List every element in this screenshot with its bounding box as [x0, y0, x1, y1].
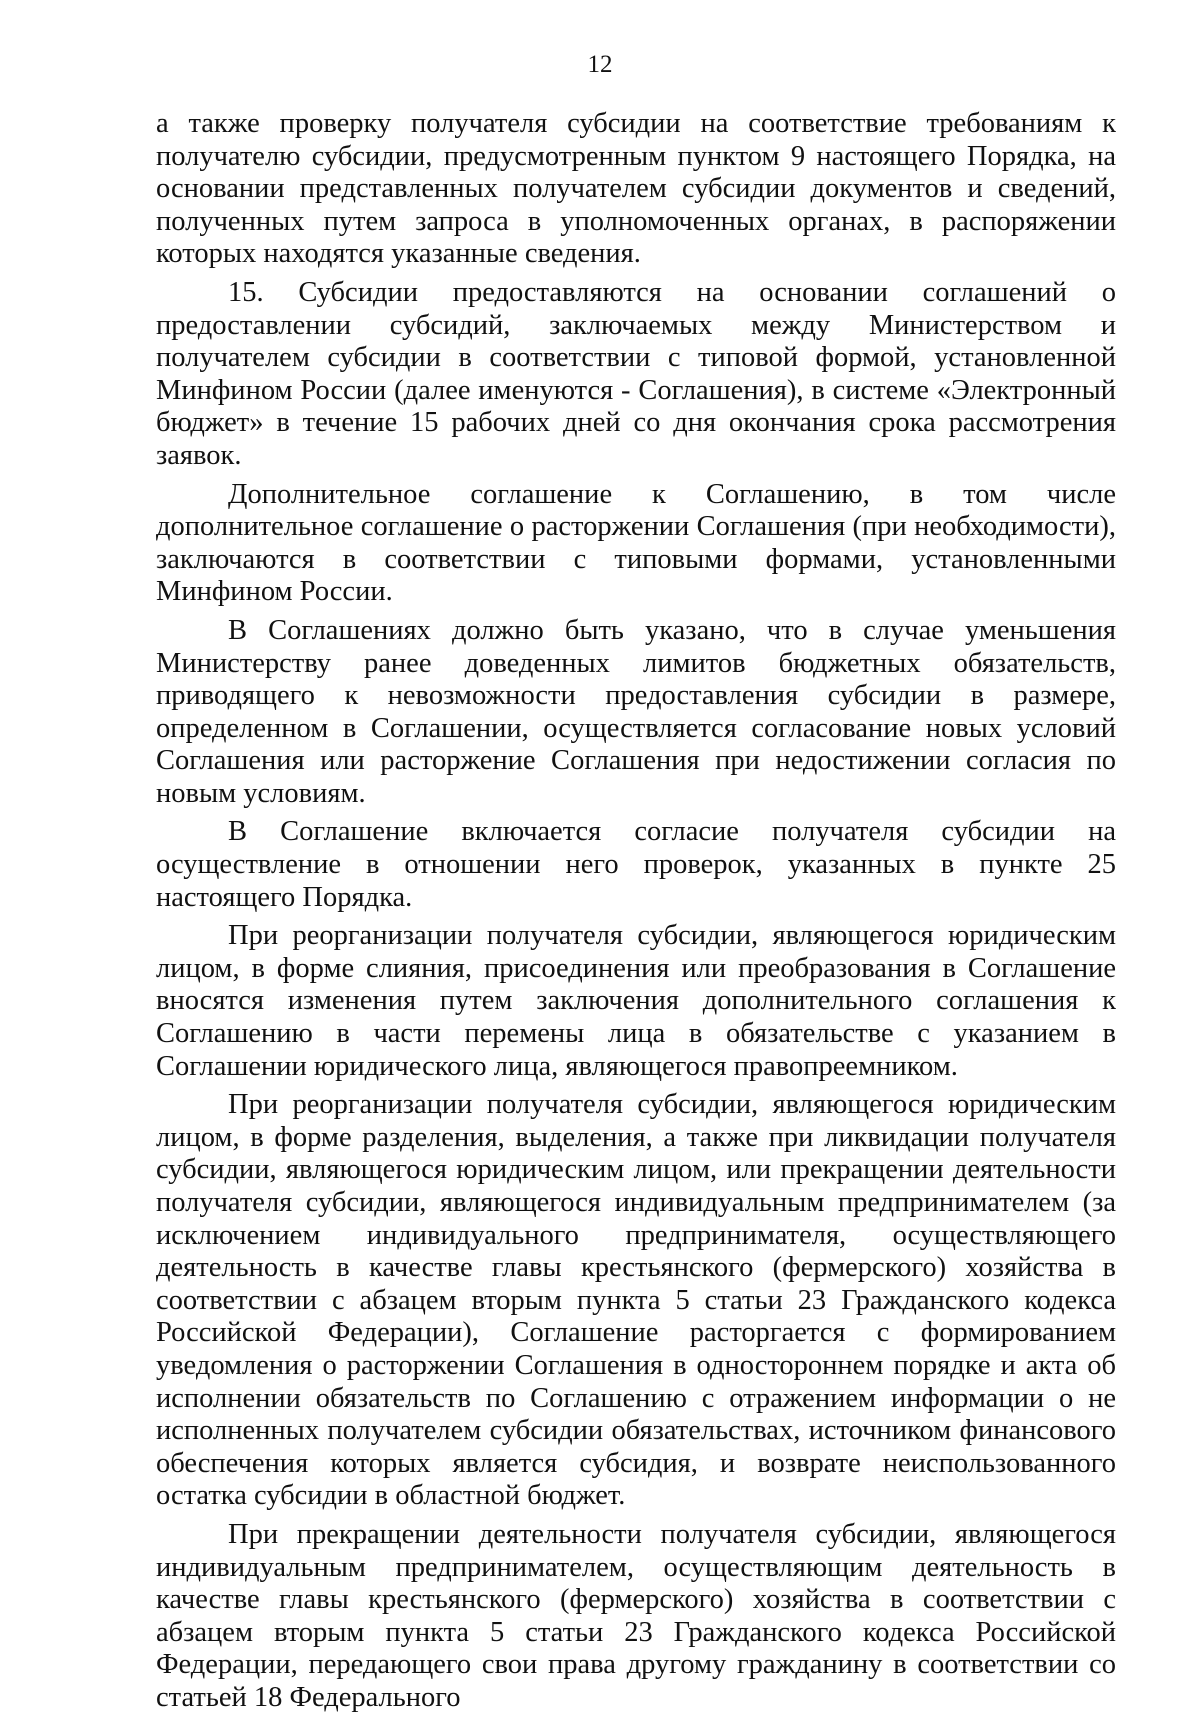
- document-body: [156, 108, 1116, 1715]
- paragraph-item-15: 15. Субсидии предоставляются на основании соглашений о предоставлении субсидий, заключаемых между Министерством и получателем субсидии в соответствии с типовой формой, установленной Минфином России (далее именуются - Соглашения), в системе «Электронный бюджет» в течение 15 рабочих дней со дня окончания срока рассмотрения заявок.: [156, 276, 1116, 471]
- paragraph-limits-reduction: В Соглашениях должно быть указано, что в случае уменьшения Министерству ранее доведенных лимитов бюджетных обязательств, приводящего к невозможности предоставления субсидии в размере, определенном в Соглашении, осуществляется согласование новых условий Соглашения или расторжение Соглашения при недостижении согласия по новым условиям.: [156, 614, 1116, 809]
- paragraph-reorganization-merger: При реорганизации получателя субсидии, являющегося юридическим лицом, в форме слияния, присоединения или преобразования в Соглашение вносятся изменения путем заключения дополнительного соглашения к Соглашению в части перемены лица в обязательстве с указанием в Соглашении юридического лица, являющегося правопреемником.: [156, 920, 1116, 1082]
- paragraph-continuation: а также проверку получателя субсидии на соответствие требованиям к получателю субсидии, предусмотренным пунктом 9 настоящего Порядка, на основании представленных получателем субсидии документов и сведений, полученных путем запроса в уполномоченных органах, в распоряжении которых находятся указанные сведения.: [156, 108, 1116, 270]
- paragraph-additional-agreement: Дополнительное соглашение к Соглашению, в том числе дополнительное соглашение о расторжении Соглашения (при необходимости), заключаются в соответствии с типовыми формами, установленными Минфином России.: [156, 478, 1116, 608]
- paragraph-farm-head-termination: При прекращении деятельности получателя субсидии, являющегося индивидуальным предпринимателем, осуществляющим деятельность в качестве главы крестьянского (фермерского) хозяйства в соответствии с абзацем вторым пункта 5 статьи 23 Гражданского кодекса Российской Федерации, передающего свои права другому гражданину в соответствии со статьей 18 Федерального: [156, 1518, 1116, 1713]
- paragraph-consent-checks: В Соглашение включается согласие получателя субсидии на осуществление в отношении него проверок, указанных в пункте 25 настоящего Порядка.: [156, 816, 1116, 913]
- page-number: 12: [587, 51, 613, 78]
- paragraph-reorganization-division: При реорганизации получателя субсидии, являющегося юридическим лицом, в форме разделения, выделения, а также при ликвидации получателя субсидии, являющегося юридическим лицом, или прекращении деятельности получателя субсидии, являющегося индивидуальным предпринимателем (за исключением индивидуального предпринимателя, осуществляющего деятельность в качестве главы крестьянского (фермерского) хозяйства в соответствии с абзацем вторым пункта 5 статьи 23 Гражданского кодекса Российской Федерации), Соглашение расторгается с формированием уведомления о расторжении Соглашения в одностороннем порядке и акта об исполнении обязательств по Соглашению с отражением информации о не исполненных получателем субсидии обязательствах, источником финансового обеспечения которых является субсидия, и возврате неиспользованного остатка субсидии в областной бюджет.: [156, 1089, 1116, 1512]
